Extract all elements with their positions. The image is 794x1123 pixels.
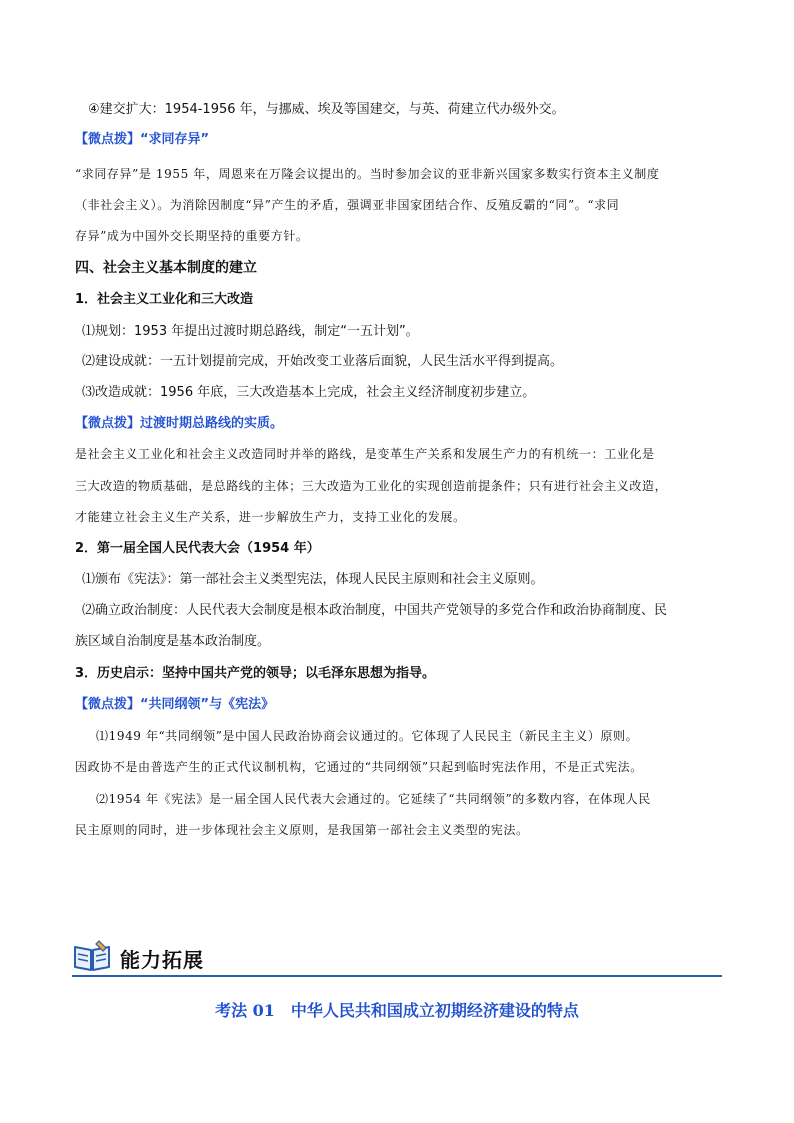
tip-gongtonggangling	[75, 696, 724, 714]
list-item: ⑴颁布《宪法》：第一部社会主义类型宪法，体现人民民主原则和社会主义原则。	[82, 572, 544, 587]
tip-line: 民主原则的同时，进一步体现社会主义原则，是我国第一部社会主义类型的宪法。	[75, 823, 529, 837]
tip-line: 因政协不是由普选产生的正式代议制机构，它通过的“共同纲领”只起到临时宪法作用，不是正式宪法。	[75, 760, 643, 774]
tip-line: 才能建立社会主义生产关系，进一步解放生产力，支持工业化的发展。	[75, 510, 466, 524]
tip-title: “共同纲领”与《宪法》	[140, 697, 275, 712]
tip-line: ⑵1954 年《宪法》是一届全国人民代表大会通过的。它延续了“共同纲领”的多数内容，在体现人民	[96, 792, 651, 806]
tip-bracket: 【微点拨】	[75, 416, 141, 431]
list-item: ⑶改造成就：1956 年底，三大改造基本上完成，社会主义经济制度初步建立。	[82, 385, 536, 400]
tip-bracket: 【微点拨】	[75, 697, 141, 712]
tip-line: “求同存异”是 1955 年，周恩来在万隆会议提出的。当时参加会议的亚非新兴国家多数实行资本主义制度	[75, 167, 660, 181]
banner-divider	[72, 975, 722, 977]
subsection-title: 2．第一届全国人民代表大会（1954 年）	[75, 541, 320, 556]
subsection-title: 3．历史启示：坚持中国共产党的领导；以毛泽东思想为指导。	[75, 666, 436, 681]
tip-title: “求同存异”	[140, 132, 210, 147]
tip-line: ⑴1949 年“共同纲领”是中国人民政治协商会议通过的。它体现了人民民主（新民主主义）原则。	[96, 729, 639, 743]
kaofa-title: 考法 01 中华人民共和国成立初期经济建设的特点	[215, 1001, 579, 1020]
tip-line: 三大改造的物质基础，是总路线的主体；三大改造为工业化的实现创造前提条件；只有进行社会主义改造，	[75, 479, 668, 493]
banner-title: 能力拓展	[120, 948, 204, 972]
item-4-diplomacy: ④建交扩大：1954-1956 年，与挪威、埃及等国建交，与英、荷建立代办级外交。	[88, 102, 565, 117]
tip-line: （非社会主义）。为消除因制度“异”产生的矛盾，强调亚非国家团结合作、反殖反霸的“同”。“求同	[75, 198, 620, 212]
list-item: ⑵确立政治制度：人民代表大会制度是根本政治制度，中国共产党领导的多党合作和政治协商制度、民	[82, 603, 668, 618]
list-item: 族区域自治制度是基本政治制度。	[75, 634, 271, 649]
tip-title: 过渡时期总路线的实质。	[140, 416, 284, 431]
tip-zongluxian	[75, 415, 724, 433]
tip-line: 是社会主义工业化和社会主义改造同时并举的路线，是变革生产关系和发展生产力的有机统一：工业化是	[75, 447, 655, 461]
tip-line: 存异”成为中国外交长期坚持的重要方针。	[75, 229, 309, 243]
tip-bracket: 【微点拨】	[75, 132, 141, 147]
list-item: ⑴规划：1953 年提出过渡时期总路线，制定“一五计划”。	[82, 324, 419, 339]
list-item: ⑵建设成就：一五计划提前完成，开始改变工业落后面貌，人民生活水平得到提高。	[82, 354, 564, 369]
open-book-icon	[72, 939, 112, 973]
subsection-title: 1．社会主义工业化和三大改造	[75, 292, 254, 307]
section-heading: 四、社会主义基本制度的建立	[75, 260, 257, 276]
tip-qiutongcunyi	[75, 131, 724, 149]
